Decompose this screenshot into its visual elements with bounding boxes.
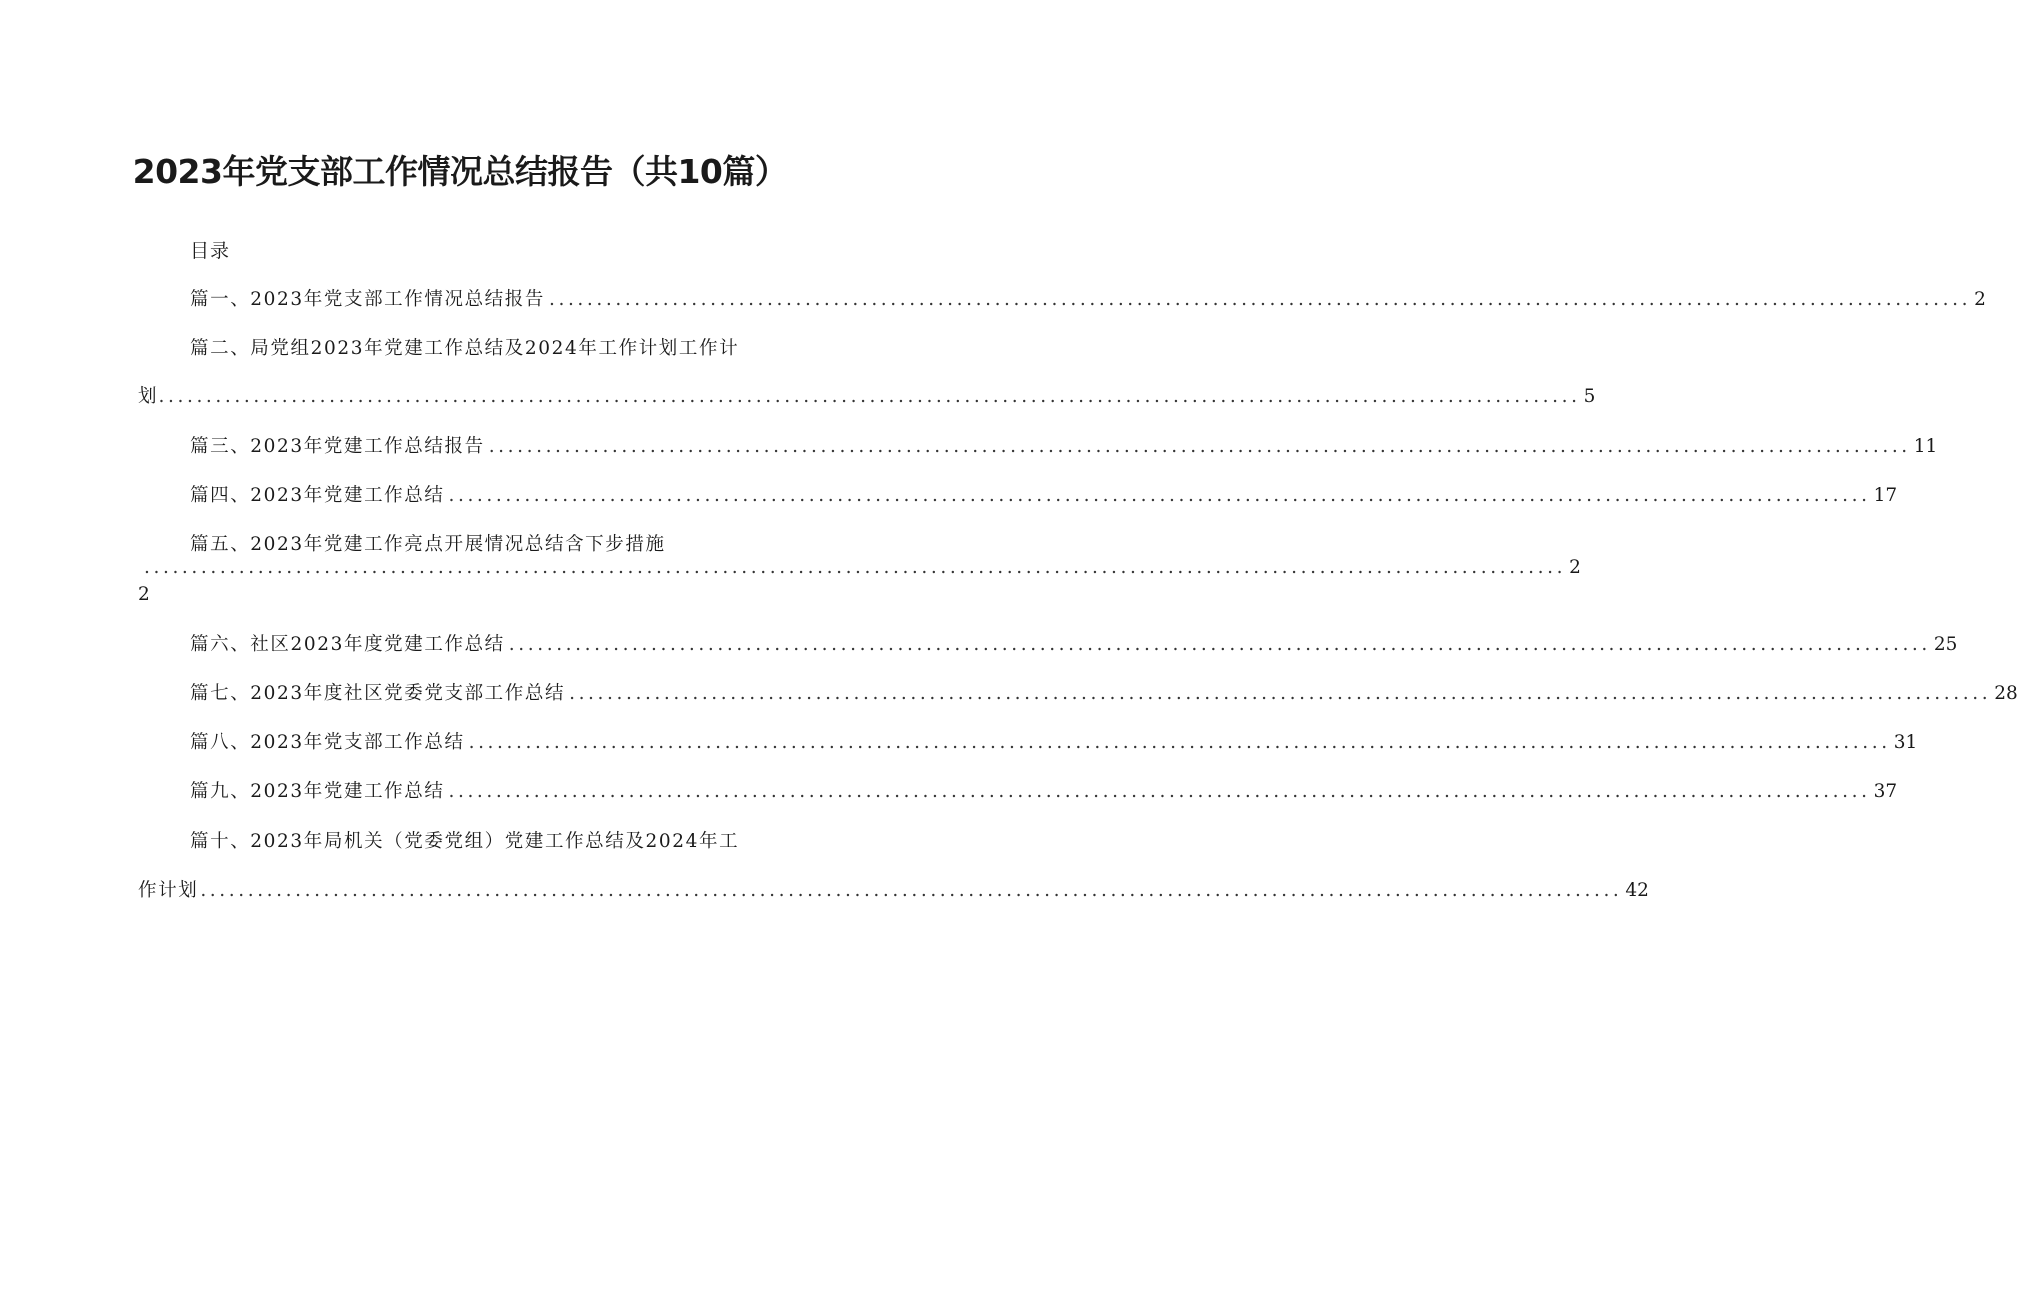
dot-leader: ......................................................................................................................................................	[144, 557, 1567, 578]
toc-entry-5-dots-line[interactable]	[138, 557, 1581, 585]
toc-entry-2[interactable]	[138, 382, 1596, 410]
dot-leader: ......................................................................................................................................................	[158, 386, 1581, 407]
toc-entry-6[interactable]	[190, 630, 1958, 658]
toc-entry-9[interactable]	[190, 777, 1898, 805]
toc-entry-page: 28	[1994, 683, 2018, 704]
dot-leader: ......................................................................................................................................................	[468, 732, 1891, 753]
toc-entry-label: 篇四、2023年党建工作总结	[190, 485, 445, 506]
toc-entry-label: 作计划	[138, 880, 199, 901]
toc-entry-page: 31	[1893, 732, 1918, 753]
dot-leader: ......................................................................................................................................................	[508, 634, 1931, 655]
document-title: 2023年党支部工作情况总结报告（共10篇）	[132, 152, 788, 191]
toc-entry-label: 篇三、2023年党建工作总结报告	[190, 436, 485, 457]
toc-entry-label: 篇八、2023年党支部工作总结	[190, 732, 465, 753]
toc-entry-10-line1[interactable]: 篇十、2023年局机关（党委党组）党建工作总结及2024年工	[190, 831, 740, 852]
toc-entry-page-part1: 2	[1569, 557, 1581, 578]
dot-leader: ......................................................................................................................................................	[448, 485, 1871, 506]
dot-leader: ......................................................................................................................................................	[488, 436, 1911, 457]
toc-entry-label: 篇六、社区2023年度党建工作总结	[190, 634, 505, 655]
toc-entry-7[interactable]	[190, 679, 2018, 707]
toc-entry-4[interactable]	[190, 481, 1898, 509]
dot-leader: ......................................................................................................................................................	[448, 781, 1871, 802]
toc-entry-page: 2	[1974, 289, 1986, 310]
dot-leader: ......................................................................................................................................................	[548, 289, 1972, 310]
toc-entry-2-line1[interactable]: 篇二、局党组2023年党建工作总结及2024年工作计划工作计	[190, 338, 740, 359]
toc-entry-page: 37	[1873, 781, 1898, 802]
dot-leader: ......................................................................................................................................................	[569, 683, 1992, 704]
toc-entry-page-part2: 2	[138, 584, 150, 605]
toc-entry-1[interactable]	[190, 285, 1986, 313]
toc-entry-page: 25	[1933, 634, 1958, 655]
toc-heading: 目录	[190, 240, 231, 262]
toc-entry-page: 42	[1625, 880, 1649, 901]
toc-entry-8[interactable]	[190, 728, 1918, 756]
toc-entry-label: 划	[138, 386, 157, 407]
toc-entry-page: 17	[1873, 485, 1898, 506]
dot-leader: ......................................................................................................................................................	[200, 880, 1623, 901]
toc-entry-page: 5	[1583, 386, 1596, 407]
toc-entry-label: 篇一、2023年党支部工作情况总结报告	[190, 289, 545, 310]
toc-entry-5-line1[interactable]: 篇五、2023年党建工作亮点开展情况总结含下步措施	[190, 534, 666, 555]
toc-entry-page: 11	[1913, 436, 1938, 457]
toc-entry-label: 篇九、2023年党建工作总结	[190, 781, 445, 802]
toc-entry-label: 篇七、2023年度社区党委党支部工作总结	[190, 683, 566, 704]
toc-entry-10[interactable]	[138, 876, 1649, 904]
toc-entry-3[interactable]	[190, 432, 1938, 460]
